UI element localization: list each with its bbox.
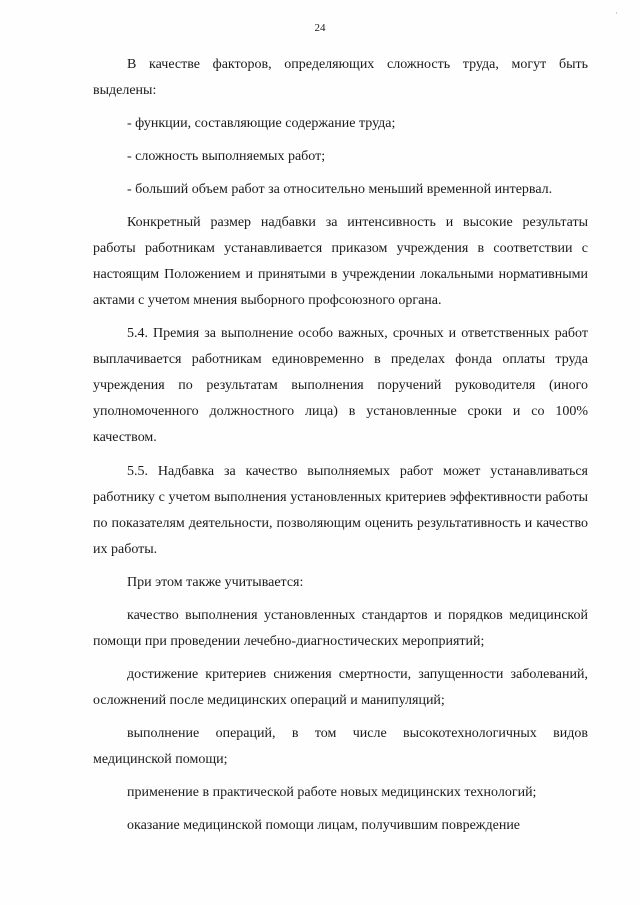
list-item-volume: - больший объем работ за относительно меньший временной интервал. <box>127 182 553 197</box>
paragraph-5-4-premium: 5.4. Премия за выполнение особо важных, срочных и ответственных работ выплачивается работникам единовременно в пределах фонда оплаты труда учреждения по результатам выполнения поручений руководителя (иного уполномоченного должностного лица) в установленные сроки и со 100% качеством. <box>93 326 588 445</box>
list-item-functions: - функции, составляющие содержание труда; <box>127 116 396 131</box>
document-body <box>93 52 588 839</box>
criterion-high-tech-operations: выполнение операций, в том числе высокотехнологичных видов медицинской помощи; <box>93 726 588 767</box>
paragraph-bonus-size: Конкретный размер надбавки за интенсивность и высокие результаты работы работникам устанавливается приказом учреждения в соответствии с настоящим Положением и принятыми в учреждении локальными нормативными актами с учетом мнения выборного профсоюзного органа. <box>93 215 588 308</box>
criterion-standards-quality: качество выполнения установленных стандартов и порядков медицинской помощи при проведении лечебно-диагностических мероприятий; <box>93 608 588 649</box>
list-item-complexity: - сложность выполняемых работ; <box>127 149 326 164</box>
paragraph-5-5-quality-bonus: 5.5. Надбавка за качество выполняемых работ может устанавливаться работнику с учетом выполнения установленных критериев эффективности работы по показателям деятельности, позволяющим оценить результативность и качество их работы. <box>93 464 588 557</box>
paragraph-also-considered: При этом также учитывается: <box>127 575 304 590</box>
criterion-injury-care: оказание медицинской помощи лицам, получившим повреждение <box>127 818 521 833</box>
page-number: 24 <box>314 22 326 34</box>
paragraph-factors-intro: В качестве факторов, определяющих сложность труда, могут быть выделены: <box>93 57 588 98</box>
corner-mark: · <box>615 8 618 18</box>
criterion-mortality-reduction: достижение критериев снижения смертности, запущенности заболеваний, осложнений после медицинских операций и манипуляций; <box>93 667 588 708</box>
criterion-new-technologies: применение в практической работе новых медицинских технологий; <box>127 785 537 800</box>
